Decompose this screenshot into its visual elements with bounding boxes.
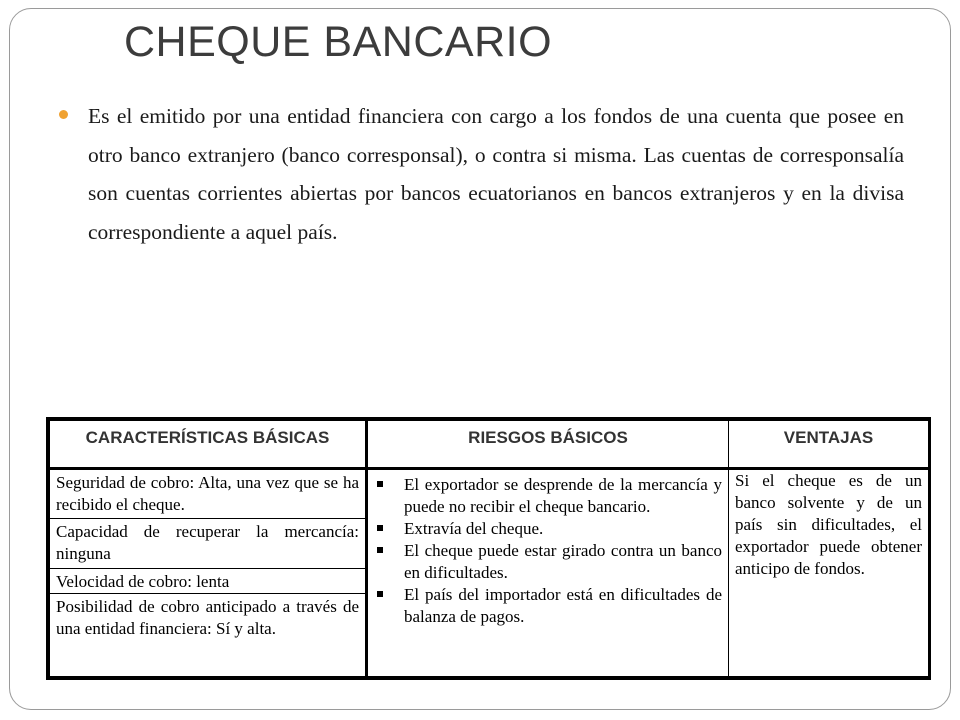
riesgos-cell (367, 469, 729, 677)
header-caracteristicas: CARACTERÍSTICAS BÁSICAS (50, 421, 367, 469)
table-row (50, 469, 929, 519)
riesgo-text: El cheque puede estar girado contra un banco en dificultades. (404, 541, 722, 582)
list-item (374, 474, 722, 518)
header-riesgos: RIESGOS BÁSICOS (367, 421, 729, 469)
caracteristica-cell: Velocidad de cobro: lenta (50, 569, 367, 594)
square-bullet-icon (377, 525, 383, 531)
caracteristica-cell: Seguridad de cobro: Alta, una vez que se ha recibido el cheque. (50, 469, 367, 519)
caracteristica-cell: Capacidad de recuperar la mercancía: ninguna (50, 519, 367, 569)
riesgo-text: El exportador se desprende de la mercancía y puede no recibir el cheque bancario. (404, 475, 722, 516)
square-bullet-icon (377, 547, 383, 553)
list-item (374, 540, 722, 584)
riesgos-list (374, 470, 722, 628)
slide-title: CHEQUE BANCARIO (124, 18, 553, 66)
info-table (46, 417, 931, 680)
riesgo-text: El país del importador está en dificultades de balanza de pagos. (404, 585, 722, 626)
square-bullet-icon (377, 591, 383, 597)
square-bullet-icon (377, 481, 383, 487)
list-item (374, 584, 722, 628)
header-ventajas: VENTAJAS (729, 421, 929, 469)
table-header-row (50, 421, 929, 469)
list-item (374, 518, 722, 540)
riesgo-text: Extravía del cheque. (404, 519, 544, 538)
bullet-dot-icon (59, 110, 68, 119)
ventajas-cell: Si el cheque es de un banco solvente y de un país sin dificultades, el exportador puede obtener anticipo de fondos. (729, 469, 929, 677)
caracteristica-cell: Posibilidad de cobro anticipado a través de una entidad financiera: Sí y alta. (50, 594, 367, 677)
body-paragraph: Es el emitido por una entidad financiera con cargo a los fondos de una cuenta que posee en otro banco extranjero (banco corresponsal), o contra si misma. Las cuentas de corresponsalía son cuentas corrientes abiertas por bancos ecuatorianos en bancos extranjeros y en la divisa correspondiente a aquel país. (88, 104, 904, 244)
